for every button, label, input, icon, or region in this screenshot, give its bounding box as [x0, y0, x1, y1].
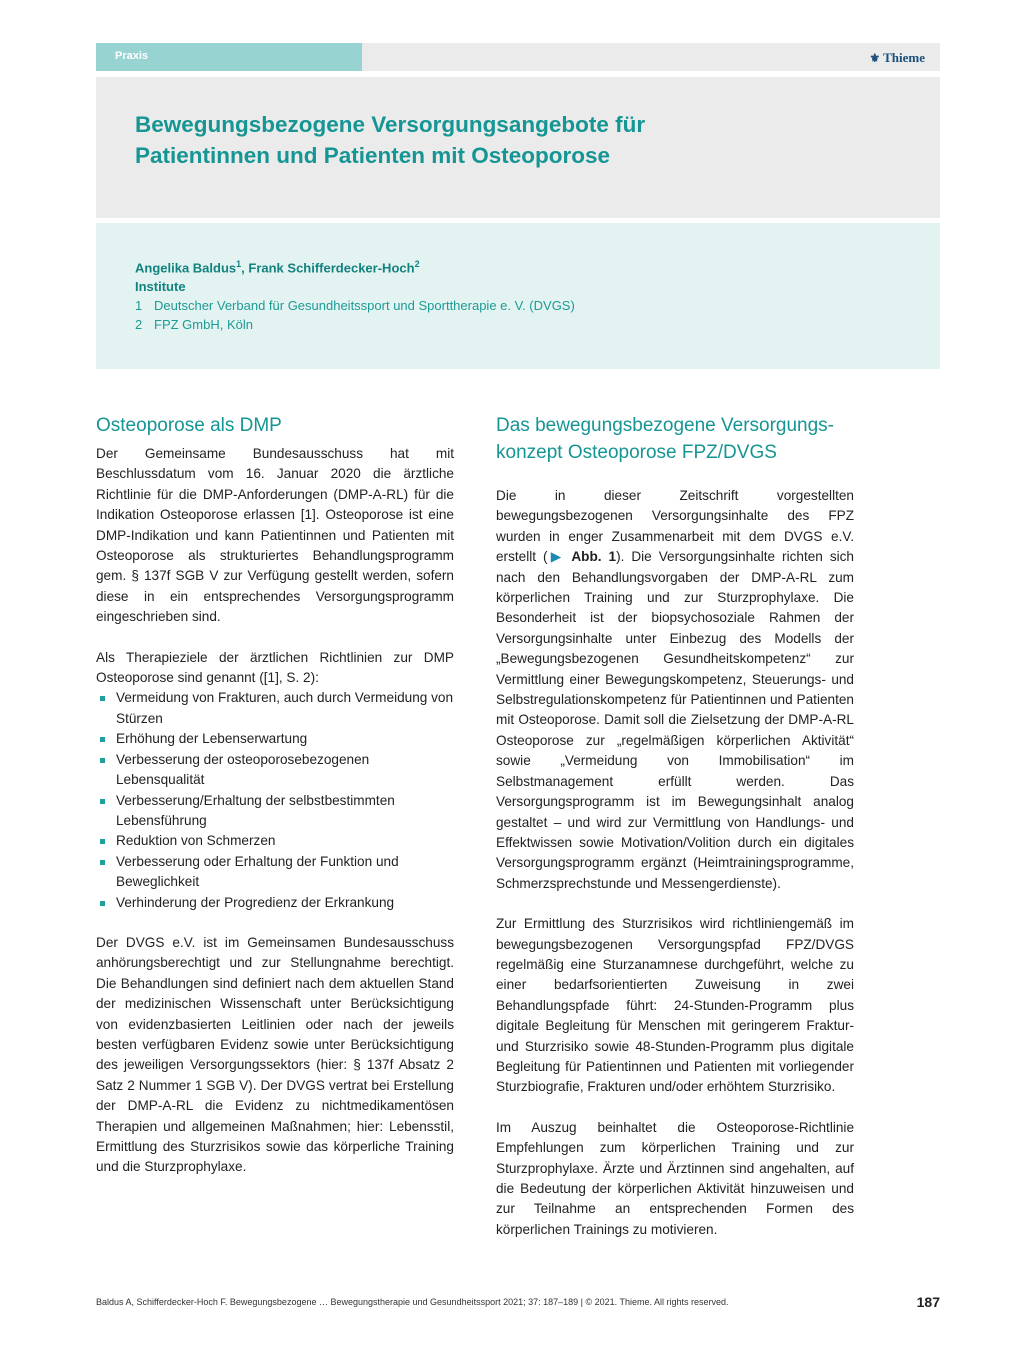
heading-line-1: Das bewegungsbezogene Versorgungs- [496, 415, 835, 436]
paragraph: Zur Ermittlung des Sturzrisikos wird richtliniengemäß im bewegungsbezogenen Versorgungspfad FPZ/DVGS regelmäßig eine Sturzanamnese durchgeführt, welche zu einer bedarfsorientierten Zuweisung in zwei Behandlungspfade führt: 24-Stunden-Programm plus digitale Begleitung für Menschen mit geringerem Fraktur- und Sturzrisiko sowie 48-Stunden-Programm plus digitale Begleitung für Patientinnen und Patienten mit vorliegender Sturzbiografie, Frakturen und/oder erhöhtem Sturzrisiko. [496, 916, 854, 1095]
paragraph [496, 486, 854, 894]
section-heading: Osteoporose als DMP [96, 415, 282, 436]
article-title [135, 109, 895, 171]
page-number: 187 [916, 1294, 940, 1310]
thieme-logo-icon: ⚜ [869, 51, 881, 65]
institute-number: 2 [135, 317, 143, 332]
list-item: Verbesserung/Erhaltung der selbstbestimmten Lebensführung [96, 791, 454, 832]
paragraph: Der DVGS e.V. ist im Gemeinsamen Bundesausschuss anhörungsberechtigt und zur Stellungnahme berechtigt. Die Behandlungen sind definiert nach dem aktuellen Stand der medizinischen Wissenschaft unter Berücksichtigung von evidenzbasierten Leitlinien oder nach der jeweils besten verfügbaren Evidenz sowie unter Berücksichtigung des jeweiligen Versorgungssektors (hier: § 137f Absatz 2 Satz 2 Nummer 1 SGB V). Der DVGS vertrat bei Erstellung der DMP-A-RL die Evidenz zu nichtmedikamentösen Therapien und allgemeinen Maßnahmen; hier: Lebensstil, Ermittlung des Sturzrisikos sowie das körperliche Training und die Sturzprophylaxe. [96, 934, 454, 1175]
institute-item [135, 317, 253, 332]
top-bar [96, 43, 940, 71]
institute-text: FPZ GmbH, Köln [154, 317, 253, 332]
title-line-2: Patientinnen und Patienten mit Osteoporose [135, 143, 611, 168]
author-1: Angelika Baldus [135, 260, 237, 276]
paragraph-text: Die in dieser Zeitschrift vorgestellten bewegungsbezogenen Versorgungsinhalte des FPZ wurden in enger Zusammenarbeit mit dem DVGS e.V. erstellt ( [496, 488, 854, 565]
figure-ref-arrow-icon: ▶ [547, 549, 565, 565]
author-2: Frank Schifferdecker-Hoch [248, 260, 415, 276]
paragraph: Als Therapieziele der ärztlichen Richtlinien zur DMP Osteoporose sind genannt ([1], S. 2): [96, 649, 454, 686]
author-separator: , [241, 260, 249, 276]
paragraph: Im Auszug beinhaltet die Osteoporose-Richtlinie Empfehlungen zum körperlichen Training und zur Sturzprophylaxe. Ärzte und Ärztinnen sind angehalten, auf die Bedeutung der körperlichen Aktivität hinzuweisen und zur Teilnahme an entsprechenden Formen des körperlichen Trainings zu motivieren. [496, 1119, 854, 1237]
institute-item [135, 298, 575, 313]
title-line-1: Bewegungsbezogene Versorgungsangebote für [135, 112, 646, 137]
list-item: Verbesserung oder Erhaltung der Funktion und Beweglichkeit [96, 852, 454, 893]
author-list [135, 259, 420, 275]
section-heading [496, 412, 854, 466]
paragraph-text: ). Die Versorgungsinhalte richten sich nach den Behandlungsvorgaben der DMP-A-RL zum körperlichen Training und zur Sturzprophylaxe. Die Besonderheit ist der biopsychosoziale Rahmen der Versorgungsinhalte unter Einbezug des Modells der „Bewegungsbezogenen Gesundheitskompetenz“ zur Vermittlung einer Bewegungskompetenz, Steuerungs- und Selbstregulationskompetenz für Patientinnen und Patienten mit Osteoporose. Damit soll die Zielsetzung der DMP-A-RL Osteoporose zur „regelmäßigen körperlichen Aktivität“ sowie „Vermeidung von Immobilisation“ im Selbstmanagement erfüllt werden. Das Versorgungsprogramm ist im Bewegungsinhalt analog gestaltet – und wird zur Vermittlung von Handlungs- und Effektwissen sowie Motivation/Volition durch ein digitales Versorgungsprogramm ergänzt (Heimtrainingsprogramme, Schmerzsprechstunde und Messengerdienste). [496, 549, 854, 891]
footer-citation: Baldus A, Schifferdecker-Hoch F. Bewegungsbezogene … Bewegungstherapie und Gesundheitssport 2021; 37: 187–189 | © 2021. Thieme. All rights reserved. [96, 1297, 729, 1307]
institute-number: 1 [135, 298, 143, 313]
authors-box [96, 223, 940, 369]
right-column [496, 412, 854, 1240]
left-column [96, 412, 454, 1178]
section-tag-box [96, 43, 362, 71]
section-tag: Praxis [115, 50, 149, 62]
paragraph: Der Gemeinsame Bundesausschuss hat mit Beschlussdatum vom 16. Januar 2020 die ärztliche Richtlinie für die DMP-Anforderungen (DMP-A-RL) für die Indikation Osteoporose erlassen [1]. Osteoporose ist eine DMP-Indikation und kann Patientinnen und Patienten mit Osteoporose als strukturiertes Behandlungsprogramm gem. § 137f SGB V zur Verfügung gestellt werden, sofern diese in ein entsprechendes Versorgungsprogramm eingeschrieben sind. [96, 446, 454, 625]
list-item: Vermeidung von Frakturen, auch durch Vermeidung von Stürzen [96, 688, 454, 729]
heading-line-2: konzept Osteoporose FPZ/DVGS [496, 442, 777, 463]
institute-text: Deutscher Verband für Gesundheitssport und Sporttherapie e. V. (DVGS) [154, 298, 575, 313]
publisher-brand [869, 50, 925, 66]
title-box [96, 77, 940, 218]
list-item: Verhinderung der Progredienz der Erkrankung [96, 893, 454, 913]
author-2-affiliation: 2 [414, 259, 420, 269]
list-item: Verbesserung der osteoporosebezogenen Lebensqualität [96, 750, 454, 791]
author-1-affiliation: 1 [236, 259, 242, 269]
institute-label: Institute [135, 279, 186, 294]
list-item: Erhöhung der Lebenserwartung [96, 729, 454, 749]
brand-name: Thieme [883, 50, 925, 65]
therapy-goals-list [96, 688, 454, 912]
list-item: Reduktion von Schmerzen [96, 831, 454, 851]
figure-reference-link[interactable]: Abb. 1 [571, 549, 617, 565]
